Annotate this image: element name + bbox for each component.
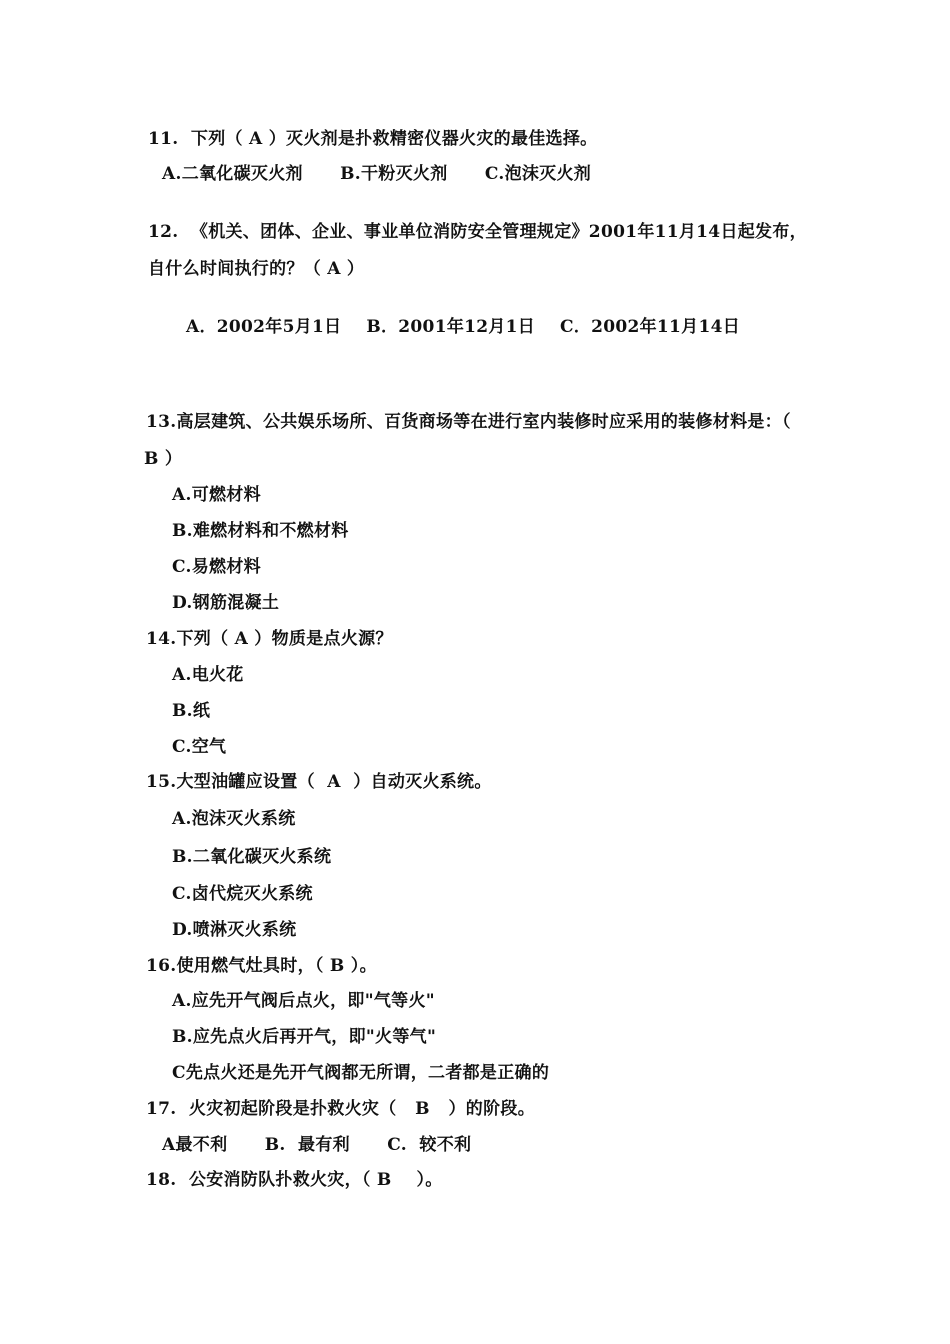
option-item: D.喷淋灭火系统 (172, 920, 297, 940)
question-stem: 15.大型油罐应设置（ A ）自动灭火系统。 (146, 772, 492, 792)
option-item: C.易燃材料 (172, 557, 261, 577)
question-stem: 13.高层建筑、公共娱乐场所、百货商场等在进行室内装修时应采用的装修材料是：（ (146, 412, 791, 432)
option-item: B.应先点火后再开气，即"火等气" (172, 1027, 437, 1047)
option-item: C.空气 (172, 737, 227, 757)
question-stem-continued: B ） (144, 449, 183, 469)
question-stem: 18. 公安消防队扑救火灾，（ B ）。 (146, 1170, 443, 1190)
option-item: A.应先开气阀后点火，即"气等火" (172, 991, 435, 1011)
option-item: B.难燃材料和不燃材料 (172, 521, 349, 541)
option-item: C先点火还是先开气阀都无所谓，二者都是正确的 (172, 1063, 550, 1083)
option-line: A．2002年5月1日 B．2001年12月1日 C．2002年11月14日 (186, 317, 741, 337)
option-item: D.钢筋混凝土 (172, 593, 280, 613)
option-item: C.卤代烷灭火系统 (172, 884, 313, 904)
option-item: A.可燃材料 (172, 485, 261, 505)
option-line: A最不利 B. 最有利 C. 较不利 (162, 1135, 472, 1155)
question-stem: 14.下列（ A ）物质是点火源？ (146, 629, 393, 649)
option-item: A.电火花 (172, 665, 244, 685)
option-item: B.二氧化碳灭火系统 (172, 847, 332, 867)
question-stem: 16.使用燃气灶具时，（ B ）。 (146, 956, 377, 976)
option-item: A.泡沫灭火系统 (172, 809, 296, 829)
question-stem: 12. 《机关、团体、企业、事业单位消防安全管理规定》2001年11月14日起发布， (148, 222, 807, 242)
question-stem-continued: 自什么时间执行的？（ A ） (148, 259, 365, 279)
question-stem: 11. 下列（ A ）灭火剂是扑救精密仪器火灾的最佳选择。 (148, 129, 598, 149)
question-stem: 17. 火灾初起阶段是扑救火灾（ B ）的阶段。 (146, 1099, 535, 1119)
option-item: B.纸 (172, 701, 211, 721)
option-line: A.二氧化碳灭火剂 B.干粉灭火剂 C.泡沫灭火剂 (162, 164, 592, 184)
